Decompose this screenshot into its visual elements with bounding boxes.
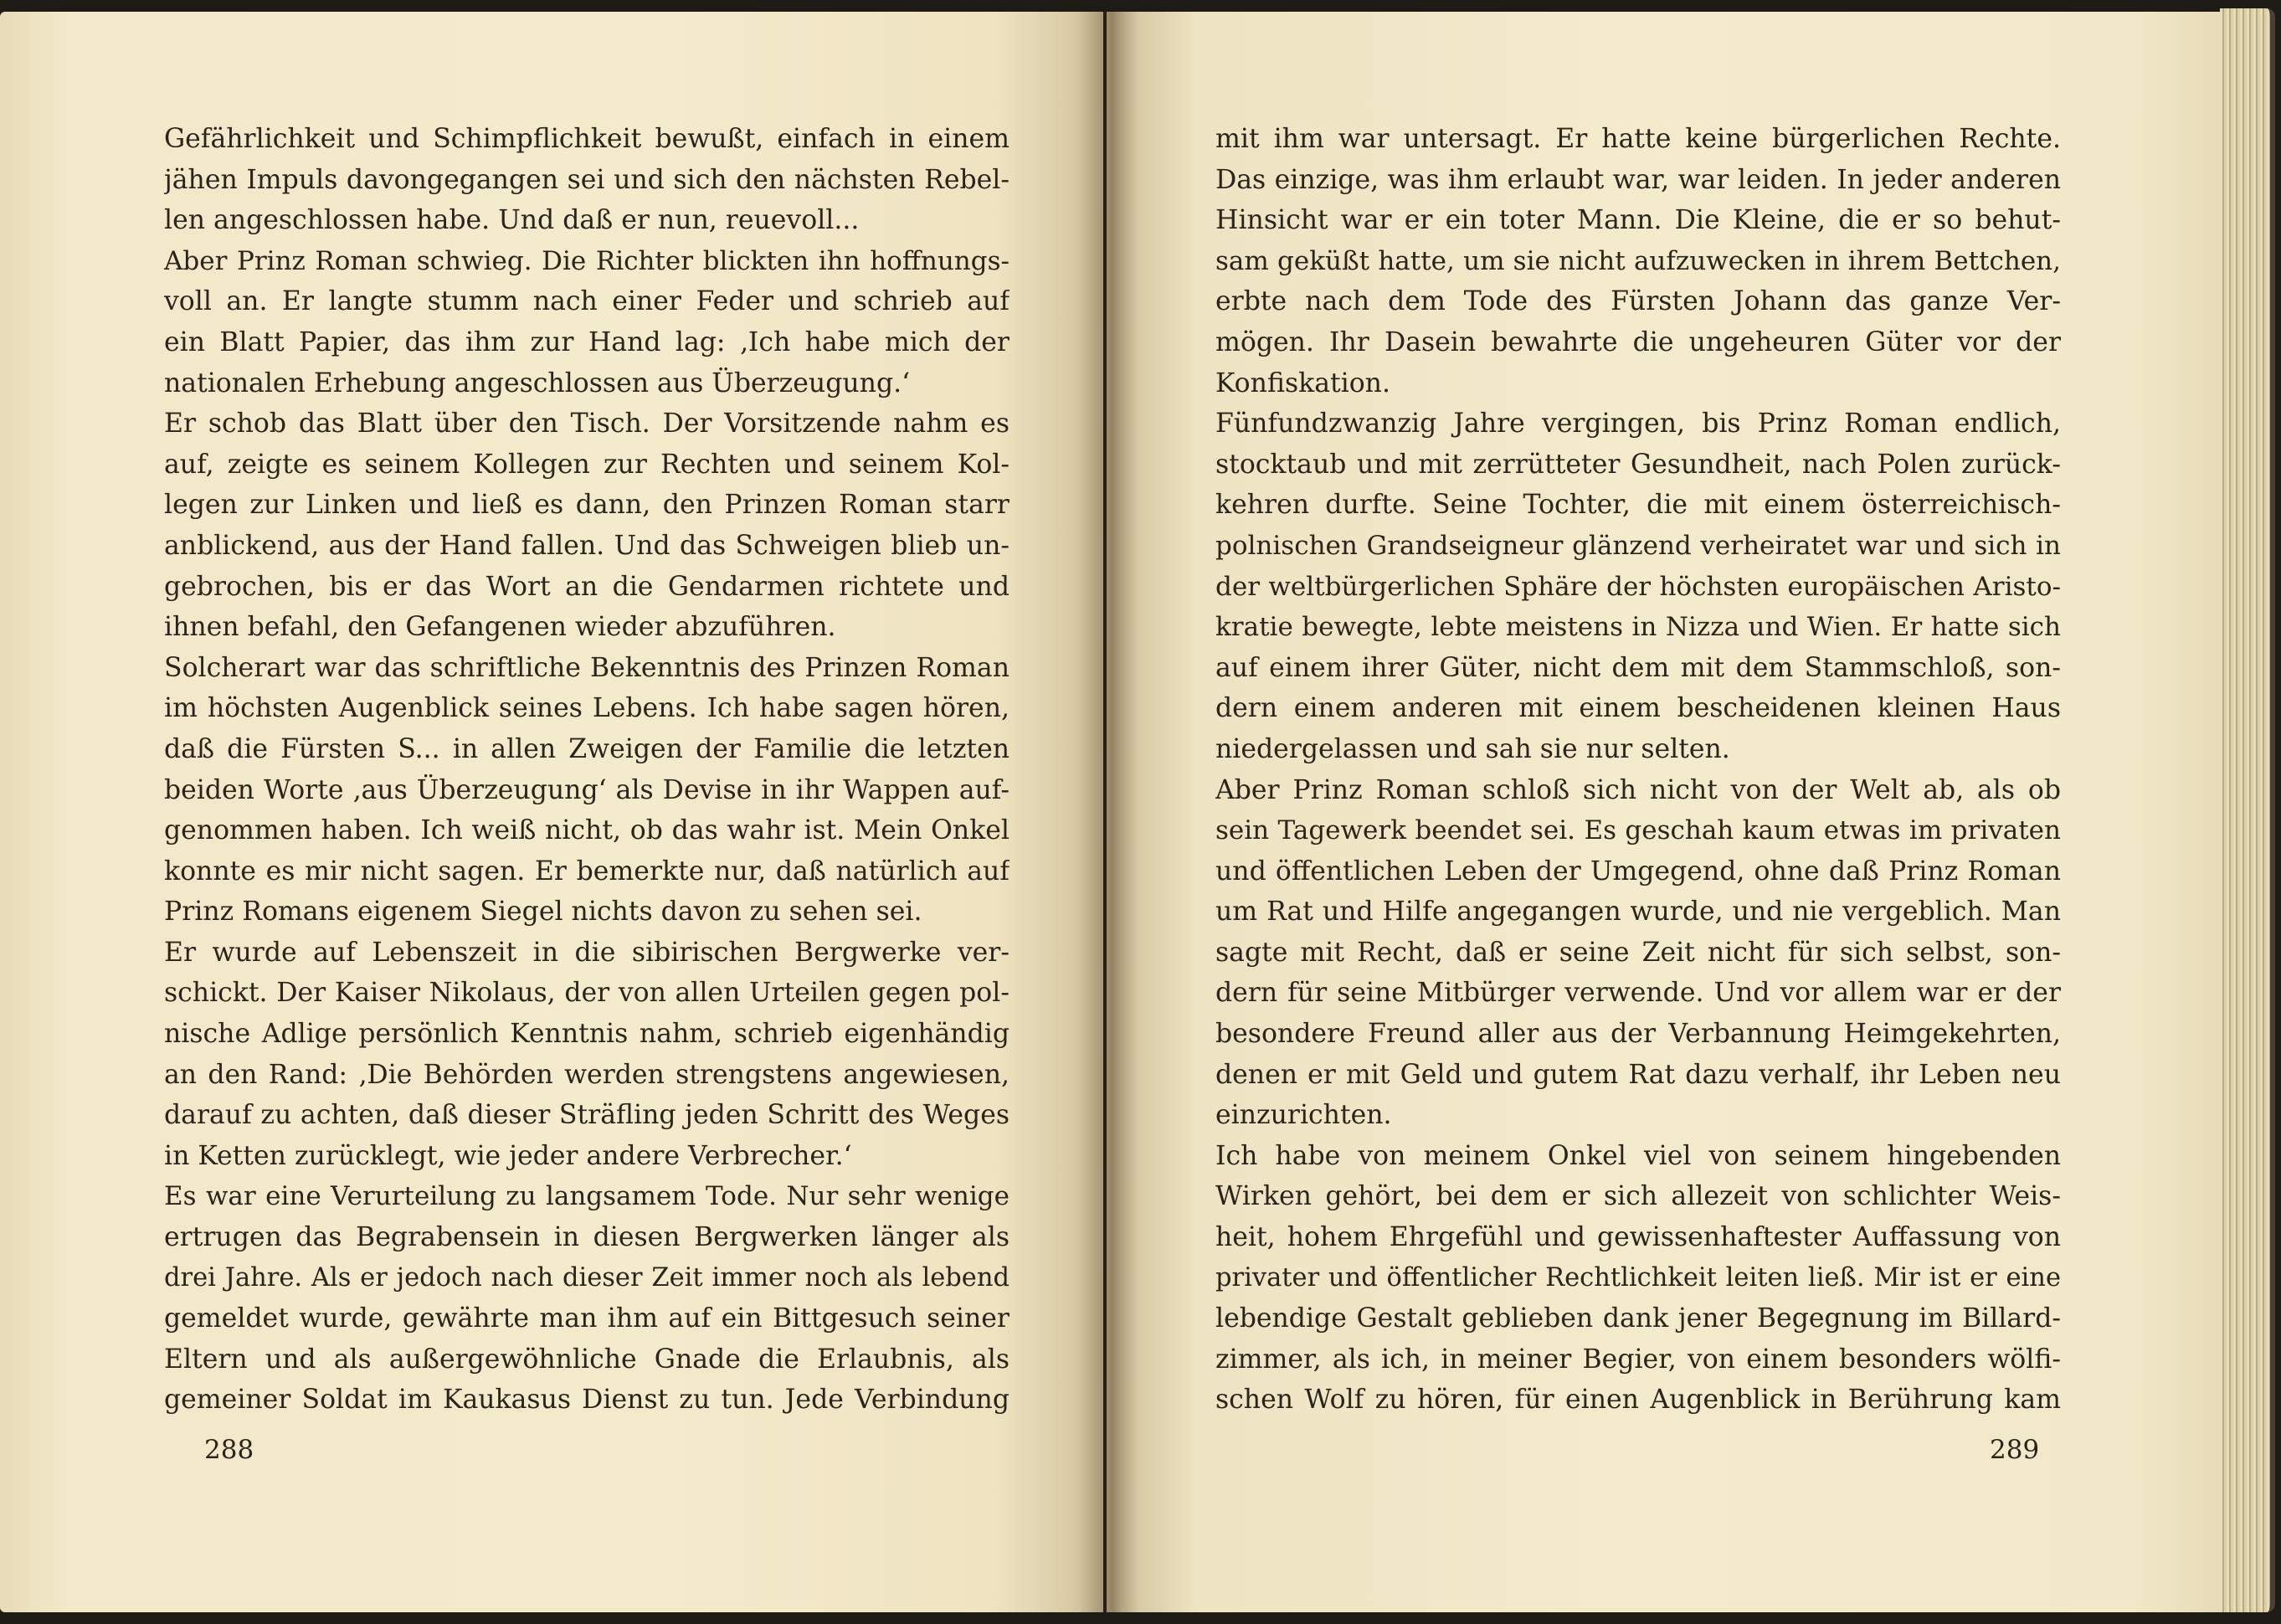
text-line: Es war eine Verurteilung zu langsamem Tode. Nur sehr wenige (164, 1181, 1009, 1212)
text-line: Gefährlichkeit und Schimpflichkeit bewußt, einfach in einem (164, 124, 1009, 154)
text-line: im höchsten Augenblick seines Lebens. Ich habe sagen hören, (164, 693, 1009, 724)
text-line: dern für seine Mitbürger verwende. Und vor allem war er der (1215, 978, 2061, 1009)
text-line: heit, hohem Ehrgefühl und gewissenhaftester Auffassung von (1215, 1222, 2061, 1253)
text-line: kehren durfte. Seine Tochter, die mit einem österreichisch- (1215, 490, 2061, 521)
text-line: zimmer, als ich, in meiner Begier, von einem besonders wölfi- (1215, 1344, 2061, 1375)
right-page-text (1215, 119, 2061, 1421)
text-line: polnischen Grandseigneur glänzend verheiratet war und sich in (1215, 530, 2061, 561)
text-line: gemeiner Soldat im Kaukasus Dienst zu tun. Jede Verbindung (164, 1385, 1009, 1416)
text-line: ein Blatt Papier, das ihm zur Hand lag: ‚Ich habe mich der (164, 326, 1009, 357)
text-line: an den Rand: ‚Die Behörden werden strengstens angewiesen, (164, 1059, 1009, 1090)
text-line: in Ketten zurücklegt, wie jeder andere Verbrecher.‘ (164, 1140, 852, 1171)
text-line: Er schob das Blatt über den Tisch. Der Vorsitzende nahm es (164, 409, 1009, 439)
text-line: dern einem anderen mit einem bescheidenen kleinen Haus (1215, 693, 2061, 724)
text-line: erbte nach dem Tode des Fürsten Johann das ganze Ver- (1215, 286, 2061, 317)
text-line: nationalen Erhebung angeschlossen aus Überzeugung.‘ (164, 367, 911, 398)
text-line: legen zur Linken und ließ es dann, den Prinzen Roman starr (164, 490, 1009, 521)
text-line: Er wurde auf Lebenszeit in die sibirischen Bergwerke ver- (164, 937, 1009, 968)
text-line: lebendige Gestalt geblieben dank jener Begegnung im Billard- (1215, 1303, 2061, 1334)
text-line: stocktaub und mit zerrütteter Gesundheit, nach Polen zurück- (1215, 449, 2061, 480)
text-line: denen er mit Geld und gutem Rat dazu verhalf, ihr Leben neu (1215, 1059, 2061, 1090)
text-line: drei Jahre. Als er jedoch nach dieser Zeit immer noch als lebend (164, 1262, 1009, 1293)
text-line: sagte mit Recht, daß er seine Zeit nicht für sich selbst, son- (1215, 937, 2061, 968)
right-page (1107, 12, 2220, 1612)
text-line: Das einzige, was ihm erlaubt war, war leiden. In jeder anderen (1215, 164, 2061, 195)
text-line: einzurichten. (1215, 1100, 1392, 1131)
text-line: len angeschlossen habe. Und daß er nun, reuevoll... (164, 205, 860, 236)
text-line: Aber Prinz Roman schwieg. Die Richter blickten ihn hoffnungs- (164, 245, 1009, 276)
text-line: Hinsicht war er ein toter Mann. Die Kleine, die er so behut- (1215, 205, 2061, 236)
text-line: Fünfundzwanzig Jahre vergingen, bis Prinz Roman endlich, (1215, 409, 2061, 439)
text-line: auf, zeigte es seinem Kollegen zur Rechten und seinem Kol- (164, 449, 1009, 480)
text-line: schen Wolf zu hören, für einen Augenblick in Berührung kam (1215, 1385, 2061, 1416)
left-page (0, 12, 1103, 1612)
text-line: um Rat und Hilfe angegangen wurde, und nie vergeblich. Man (1215, 897, 2061, 928)
text-line: Eltern und als außergewöhnliche Gnade die Erlaubnis, als (164, 1344, 1009, 1375)
text-line: gemeldet wurde, gewährte man ihm auf ein Bittgesuch seiner (164, 1303, 1009, 1334)
left-page-text (164, 119, 1009, 1421)
page-edges (2220, 8, 2275, 1612)
text-line: gebrochen, bis er das Wort an die Gendarmen richtete und (164, 571, 1009, 602)
text-line: ertrugen das Begrabensein in diesen Bergwerken länger als (164, 1222, 1009, 1253)
text-line: Ich habe von meinem Onkel viel von seinem hingebenden (1215, 1140, 2061, 1171)
text-line: und öffentlichen Leben der Umgegend, ohne daß Prinz Roman (1215, 856, 2061, 887)
text-line: Wirken gehört, bei dem er sich allezeit von schlichter Weis- (1215, 1181, 2061, 1212)
text-line: anblickend, aus der Hand fallen. Und das Schweigen blieb un- (164, 530, 1009, 561)
right-page-number: 289 (1990, 1435, 2040, 1465)
text-line: daß die Fürsten S... in allen Zweigen der Familie die letzten (164, 733, 1009, 764)
text-line: kratie bewegte, lebte meistens in Nizza und Wien. Er hatte sich (1215, 612, 2061, 643)
text-line: sein Tagewerk beendet sei. Es geschah kaum etwas im privaten (1215, 815, 2061, 846)
text-line: genommen haben. Ich weiß nicht, ob das wahr ist. Mein Onkel (164, 815, 1009, 846)
text-line: sam geküßt hatte, um sie nicht aufzuwecken in ihrem Bettchen, (1215, 245, 2061, 276)
text-line: privater und öffentlicher Rechtlichkeit leiten ließ. Mir ist er eine (1215, 1262, 2061, 1293)
text-line: mögen. Ihr Dasein bewahrte die ungeheuren Güter vor der (1215, 326, 2061, 357)
text-line: beiden Worte ‚aus Überzeugung‘ als Devise in ihr Wappen auf- (164, 774, 1009, 805)
text-line: Konfiskation. (1215, 367, 1390, 398)
text-line: der weltbürgerlichen Sphäre der höchsten europäischen Aristo- (1215, 571, 2061, 602)
text-line: mit ihm war untersagt. Er hatte keine bürgerlichen Rechte. (1215, 124, 2061, 154)
text-line: darauf zu achten, daß dieser Sträfling jeden Schritt des Weges (164, 1100, 1009, 1131)
text-line: Prinz Romans eigenem Siegel nichts davon zu sehen sei. (164, 897, 922, 928)
text-line: besondere Freund aller aus der Verbannung Heimgekehrten, (1215, 1019, 2061, 1050)
left-page-number: 288 (204, 1435, 254, 1465)
text-line: Aber Prinz Roman schloß sich nicht von der Welt ab, als ob (1215, 774, 2061, 805)
text-line: voll an. Er langte stumm nach einer Feder und schrieb auf (164, 286, 1009, 317)
text-line: ihnen befahl, den Gefangenen wieder abzuführen. (164, 612, 836, 643)
text-line: auf einem ihrer Güter, nicht dem mit dem Stammschloß, son- (1215, 652, 2061, 683)
text-line: schickt. Der Kaiser Nikolaus, der von allen Urteilen gegen pol- (164, 978, 1009, 1009)
text-line: konnte es mir nicht sagen. Er bemerkte nur, daß natürlich auf (164, 856, 1009, 887)
text-line: nische Adlige persönlich Kenntnis nahm, schrieb eigenhändig (164, 1019, 1009, 1050)
text-line: Solcherart war das schriftliche Bekenntnis des Prinzen Roman (164, 652, 1009, 683)
text-line: jähen Impuls davongegangen sei und sich den nächsten Rebel- (164, 164, 1009, 195)
text-line: niedergelassen und sah sie nur selten. (1215, 733, 1730, 764)
